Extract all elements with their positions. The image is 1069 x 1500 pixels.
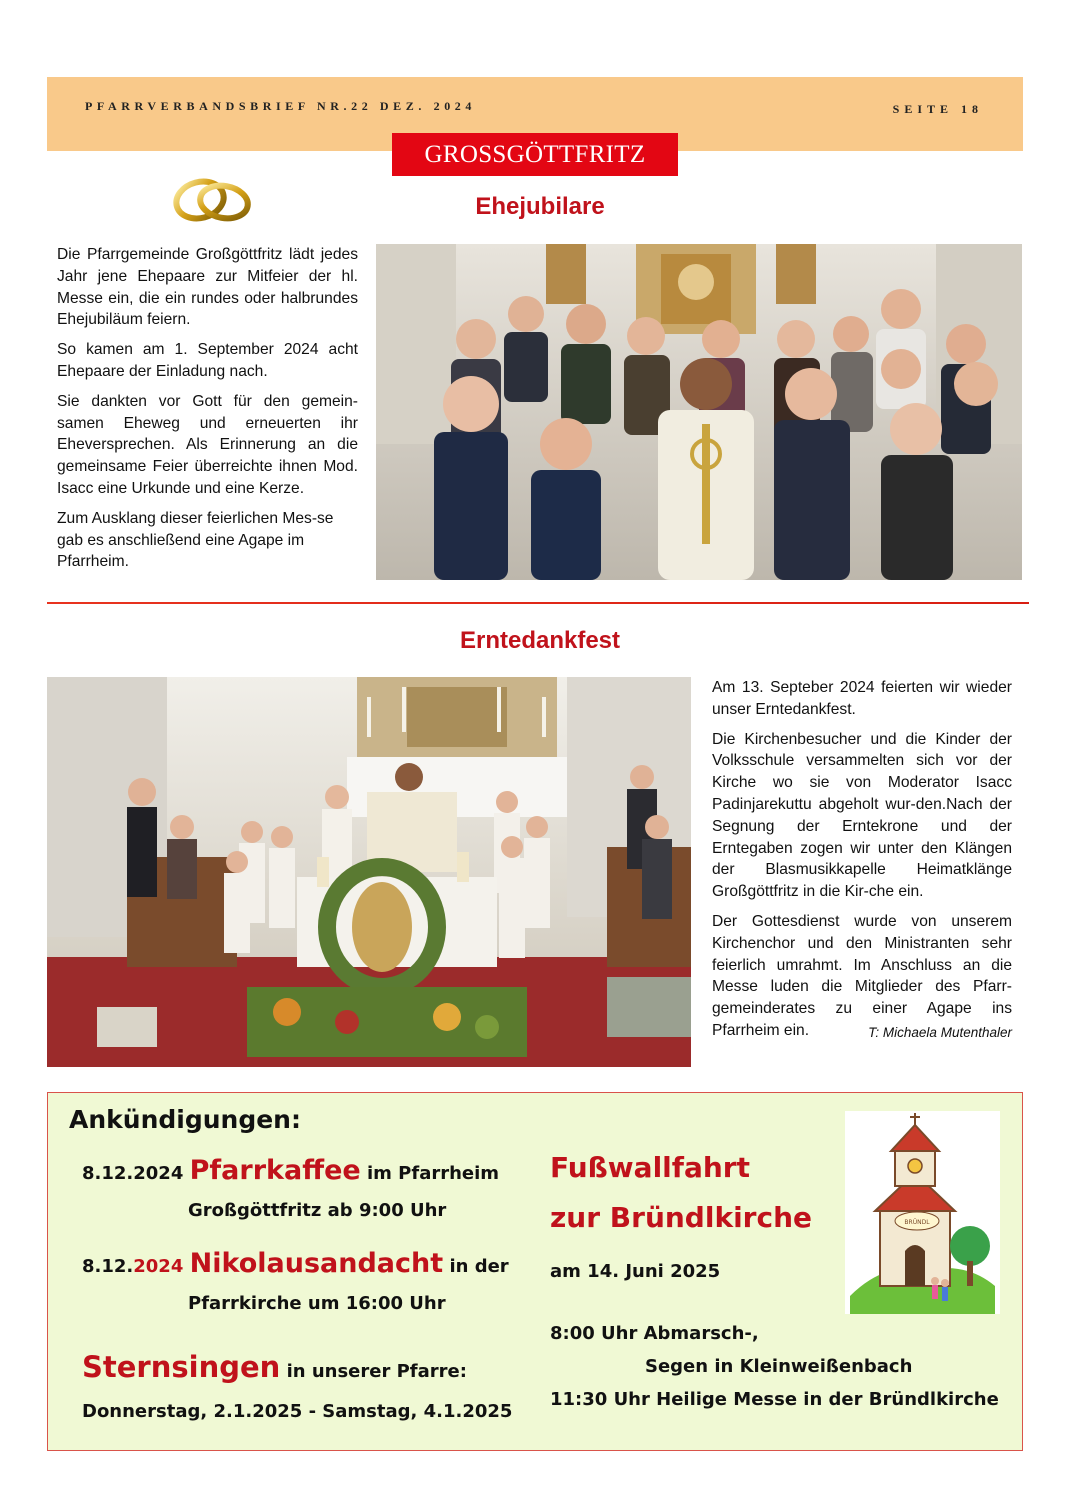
jubilee-paragraph: Sie dankten vor Gott für den gemein-samen Eheweg und erneuerten ihr Eheversprechen. Als Erinnerung an die gemeinsame Feier überreichte ihnen Mod. Isacc eine Urkunde und eine Kerze. bbox=[57, 392, 358, 497]
jubilee-group-photo bbox=[376, 244, 1022, 580]
nikolaus-event: Nikolausandacht bbox=[189, 1248, 444, 1279]
parish-tag: GROSSGÖTTFRITZ bbox=[392, 133, 678, 176]
harvest-title: Erntedankfest bbox=[459, 627, 621, 654]
coffee-rest: im Pfarrheim bbox=[366, 1163, 500, 1184]
sternsingen-rest: in unserer Pfarre: bbox=[286, 1361, 467, 1382]
section-divider bbox=[47, 602, 1029, 604]
publication-title: PFARRVERBANDSBRIEF NR.22 DEZ. 2024 bbox=[85, 99, 476, 113]
harvest-paragraph: Am 13. Septeber 2024 feierten wir wieder unser Erntedankfest. bbox=[712, 679, 1012, 718]
harvest-paragraph: Die Kirchenbesucher und die Kinder der Volksschule versammelten sich vor der Kirche wo sie von Moderator Isacc Padinjarekuttu abgeholt wur-den.Nach der Segnung der Erntekrone und der Erntegaben zogen wir unter den Klängen der Blasmusikkapelle Heimatklänge Großgöttfritz in die Kir-che ein. bbox=[712, 730, 1012, 901]
pilgrimage-departure: 8:00 Uhr Abmarsch-, bbox=[550, 1323, 759, 1344]
jubilee-text bbox=[57, 244, 358, 581]
bruendl-church-illustration bbox=[845, 1111, 1000, 1314]
announcement-coffee bbox=[82, 1155, 499, 1186]
coffee-details: Großgöttfritz ab 9:00 Uhr bbox=[188, 1200, 447, 1221]
text-credit: T: Michaela Mutenthaler bbox=[868, 1024, 1012, 1040]
page-number: SEITE 18 bbox=[892, 102, 983, 116]
harvest-paragraph-text: Der Gottesdienst wurde von unserem Kirchenchor und den Ministranten sehr feierlich umrahmt. Im Anschluss an die Messe luden die Mitglieder des Pfarr-gemeinderates zu einer Agape ins Pfarrheim ein. bbox=[712, 912, 1012, 1039]
pilgrimage-title: Fußwallfahrt bbox=[550, 1151, 750, 1184]
pilgrimage-blessing: Segen in Kleinweißenbach bbox=[645, 1356, 913, 1377]
jubilee-paragraph: Zum Ausklang dieser feierlichen Mes-se gab es anschließend eine Agape im Pfarrheim. bbox=[57, 509, 334, 571]
pilgrimage-date: am 14. Juni 2025 bbox=[550, 1261, 721, 1282]
jubilee-paragraph: So kamen am 1. September 2024 acht Ehepaare der Einladung nach. bbox=[57, 341, 358, 380]
sternsingen-dates: Donnerstag, 2.1.2025 - Samstag, 4.1.2025 bbox=[82, 1401, 513, 1422]
wedding-rings-icon bbox=[170, 172, 256, 224]
announcement-sternsingen bbox=[82, 1350, 467, 1384]
pilgrimage-subtitle: zur Bründlkirche bbox=[550, 1201, 812, 1234]
harvest-paragraph bbox=[712, 911, 1012, 1042]
nikolaus-year: 2024 bbox=[133, 1256, 184, 1277]
pilgrimage-mass: 11:30 Uhr Heilige Messe in der Bründlkirche bbox=[550, 1389, 999, 1410]
jubilee-title: Ehejubilare bbox=[475, 193, 605, 220]
nikolaus-rest: in der bbox=[449, 1256, 509, 1277]
harvest-festival-photo bbox=[47, 677, 691, 1067]
coffee-date: 8.12.2024 bbox=[82, 1163, 184, 1184]
nikolaus-details: Pfarrkirche um 16:00 Uhr bbox=[188, 1293, 446, 1314]
announcements-title: Ankündigungen: bbox=[69, 1105, 301, 1134]
announcement-nikolaus bbox=[82, 1248, 509, 1279]
jubilee-paragraph: Die Pfarrgemeinde Großgöttfritz lädt jedes Jahr jene Ehepaare zur Mitfeier der hl. Messe ein, die ein rundes oder halbrundes Ehejubiläum feiern. bbox=[57, 246, 358, 329]
church-sign-text: BRÜNDL bbox=[904, 1219, 930, 1226]
nikolaus-date: 8.12. bbox=[82, 1256, 134, 1277]
sternsingen-event: Sternsingen bbox=[82, 1350, 281, 1384]
announcements-box bbox=[47, 1092, 1023, 1451]
harvest-text bbox=[712, 677, 1012, 1050]
coffee-event: Pfarrkaffee bbox=[189, 1155, 361, 1186]
